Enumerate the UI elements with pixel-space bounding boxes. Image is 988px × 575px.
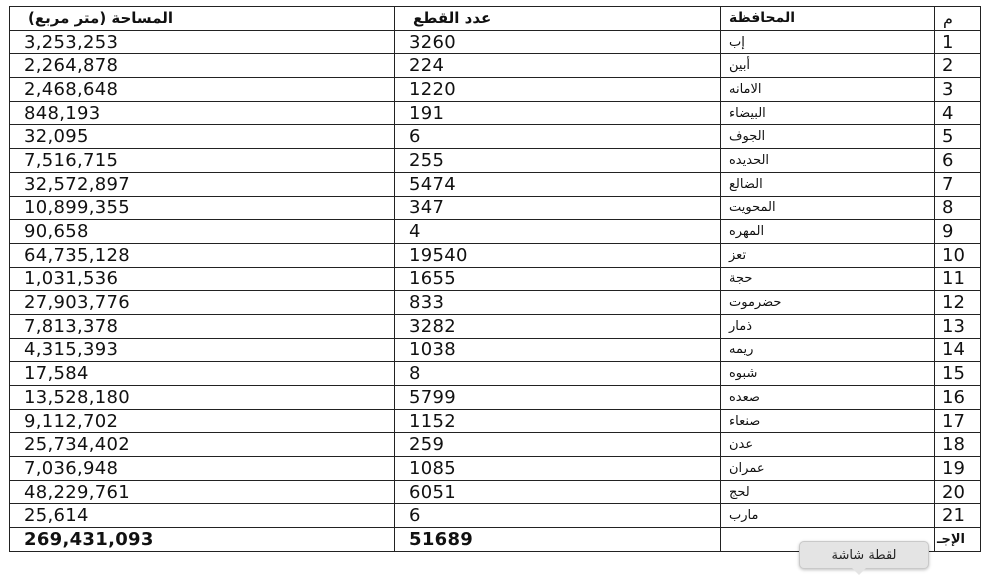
header-governorate: المحافظة [721, 7, 935, 31]
row-governorate: المحويت [721, 196, 935, 220]
row-governorate: الضالع [721, 172, 935, 196]
row-plot-count: 224 [395, 54, 721, 78]
row-area: 10,899,355 [10, 196, 395, 220]
row-area: 3,253,253 [10, 30, 395, 54]
table-row [10, 386, 981, 410]
table-row [10, 149, 981, 173]
row-plot-count: 255 [395, 149, 721, 173]
header-index: م [935, 7, 981, 31]
total-label: الإجـ [935, 528, 981, 552]
table-row [10, 480, 981, 504]
row-governorate: لحج [721, 480, 935, 504]
row-index: 17 [935, 409, 981, 433]
row-index: 19 [935, 457, 981, 481]
row-governorate: صنعاء [721, 409, 935, 433]
row-governorate: أبين [721, 54, 935, 78]
row-area: 2,264,878 [10, 54, 395, 78]
table-row [10, 267, 981, 291]
row-area: 48,229,761 [10, 480, 395, 504]
table-row [10, 30, 981, 54]
row-governorate: حضرموت [721, 291, 935, 315]
table-row [10, 291, 981, 315]
row-governorate: صعده [721, 386, 935, 410]
row-index: 18 [935, 433, 981, 457]
row-governorate: عدن [721, 433, 935, 457]
row-area: 17,584 [10, 362, 395, 386]
header-area: المساحة (متر مربع) [10, 7, 395, 31]
row-area: 32,572,897 [10, 172, 395, 196]
row-area: 13,528,180 [10, 386, 395, 410]
row-governorate: إب [721, 30, 935, 54]
row-plot-count: 191 [395, 101, 721, 125]
row-index: 13 [935, 314, 981, 338]
row-governorate: الحديده [721, 149, 935, 173]
total-area: 269,431,093 [10, 528, 395, 552]
table-row [10, 433, 981, 457]
row-index: 7 [935, 172, 981, 196]
row-index: 2 [935, 54, 981, 78]
table-row [10, 457, 981, 481]
row-governorate: الامانه [721, 78, 935, 102]
row-area: 7,036,948 [10, 457, 395, 481]
total-plot-count: 51689 [395, 528, 721, 552]
header-plot-count: عدد القطع [395, 7, 721, 31]
row-area: 1,031,536 [10, 267, 395, 291]
row-plot-count: 5799 [395, 386, 721, 410]
row-plot-count: 6 [395, 504, 721, 528]
row-plot-count: 1038 [395, 338, 721, 362]
row-plot-count: 6051 [395, 480, 721, 504]
row-governorate: الجوف [721, 125, 935, 149]
row-index: 14 [935, 338, 981, 362]
row-governorate: ريمه [721, 338, 935, 362]
row-index: 9 [935, 220, 981, 244]
row-plot-count: 19540 [395, 243, 721, 267]
table-row [10, 78, 981, 102]
row-area: 7,813,378 [10, 314, 395, 338]
row-plot-count: 8 [395, 362, 721, 386]
row-plot-count: 1655 [395, 267, 721, 291]
table-row [10, 101, 981, 125]
table-row [10, 362, 981, 386]
row-index: 15 [935, 362, 981, 386]
row-area: 848,193 [10, 101, 395, 125]
row-plot-count: 3260 [395, 30, 721, 54]
row-governorate: البيضاء [721, 101, 935, 125]
row-plot-count: 259 [395, 433, 721, 457]
row-governorate: تعز [721, 243, 935, 267]
row-index: 20 [935, 480, 981, 504]
table-row [10, 243, 981, 267]
row-area: 9,112,702 [10, 409, 395, 433]
row-index: 12 [935, 291, 981, 315]
row-area: 27,903,776 [10, 291, 395, 315]
row-index: 1 [935, 30, 981, 54]
row-plot-count: 6 [395, 125, 721, 149]
row-area: 7,516,715 [10, 149, 395, 173]
row-area: 4,315,393 [10, 338, 395, 362]
row-area: 90,658 [10, 220, 395, 244]
row-plot-count: 1220 [395, 78, 721, 102]
row-index: 5 [935, 125, 981, 149]
row-area: 25,614 [10, 504, 395, 528]
row-index: 11 [935, 267, 981, 291]
row-governorate: مارب [721, 504, 935, 528]
row-index: 8 [935, 196, 981, 220]
table-row [10, 409, 981, 433]
table-header-row [10, 7, 981, 31]
table-row [10, 504, 981, 528]
table-row [10, 125, 981, 149]
row-index: 6 [935, 149, 981, 173]
row-governorate: حجة [721, 267, 935, 291]
table-row [10, 338, 981, 362]
row-area: 2,468,648 [10, 78, 395, 102]
row-governorate: ذمار [721, 314, 935, 338]
row-governorate: عمران [721, 457, 935, 481]
governorate-area-table [9, 6, 981, 552]
row-area: 64,735,128 [10, 243, 395, 267]
row-area: 25,734,402 [10, 433, 395, 457]
table-row [10, 314, 981, 338]
row-plot-count: 347 [395, 196, 721, 220]
row-area: 32,095 [10, 125, 395, 149]
table-row [10, 54, 981, 78]
row-plot-count: 833 [395, 291, 721, 315]
row-index: 3 [935, 78, 981, 102]
row-plot-count: 1085 [395, 457, 721, 481]
table-row [10, 172, 981, 196]
row-index: 4 [935, 101, 981, 125]
row-governorate: شبوه [721, 362, 935, 386]
row-index: 21 [935, 504, 981, 528]
row-plot-count: 5474 [395, 172, 721, 196]
row-plot-count: 3282 [395, 314, 721, 338]
screenshot-tooltip: لقطة شاشة [799, 541, 929, 569]
row-index: 16 [935, 386, 981, 410]
row-plot-count: 1152 [395, 409, 721, 433]
table-row [10, 196, 981, 220]
table-body [10, 30, 981, 551]
row-governorate: المهره [721, 220, 935, 244]
row-index: 10 [935, 243, 981, 267]
document-page [9, 0, 980, 571]
table-row [10, 220, 981, 244]
row-plot-count: 4 [395, 220, 721, 244]
